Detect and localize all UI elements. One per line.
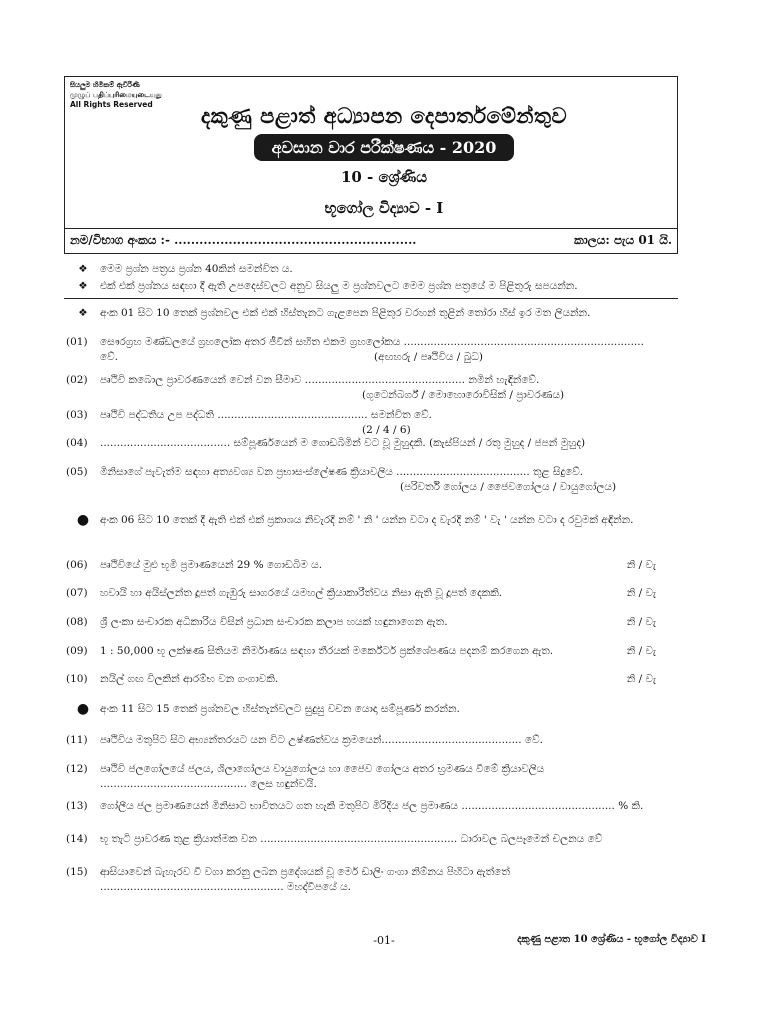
diamond-bullet-icon: ❖ bbox=[78, 280, 88, 292]
question-text: ....................................... සම්පූර්ණයෙන් ම ගොඩබිමින් වට වූ මුහුදකි. (කැස්පියන් / රතු මුහුද / ජපන් මුහුද) bbox=[100, 437, 586, 449]
question-number: (06) bbox=[66, 559, 88, 571]
rights-english: All Rights Reserved bbox=[70, 100, 153, 109]
header-divider-bottom bbox=[64, 253, 678, 254]
time-label: කාලය: පැය 01 යි. bbox=[573, 233, 672, 247]
section-2-instruction-text: අංක 06 සිට 10 තෙක් දී ඇති එක් එක් ප්‍රකාශය නිවැරදි නම් ' නි ' යන්න වටා ද වැරදි නම් ' වැ ' යන්න වටා ද රවුමක් අඳින්න. bbox=[100, 514, 634, 526]
page-number: -01- bbox=[373, 934, 395, 947]
question-number: (05) bbox=[66, 466, 88, 478]
question-text: නයිල් ගඟ විලකින් ආරම්භ වන ගංගාවකි. bbox=[100, 673, 279, 685]
question-text: ගෝලීය ජල ප්‍රමාණයෙන් මිනිසාට භාවිතයට ගත හැකි මතුපිට මිරිදිය ජල ප්‍රමාණය .............................................. % කි. bbox=[100, 800, 644, 812]
question-number: (10) bbox=[66, 673, 88, 685]
rights-sinhala: සියලුම හිමිකම් ඇවිරිණි bbox=[70, 81, 140, 89]
question-text: පෘථිවි කබොල ප්‍රාවරණයෙන් වෙන් වන සීමාව ................................................ නමින් හැඳින්වේ. bbox=[100, 374, 540, 386]
grade-title: 10 - ශ්‍රේණිය bbox=[340, 168, 428, 186]
rights-tamil: முழுப் பதிப்புரிமையுடையது bbox=[70, 91, 162, 99]
department-title: දකුණු පළාත් අධ්‍යාපන දෙපාර්තමේන්තුව bbox=[200, 103, 568, 128]
true-false-choice[interactable]: නි / වැ bbox=[626, 673, 656, 685]
question-options: (අඟහරු / පෘථිවිය / බුධ) bbox=[374, 351, 484, 363]
footer-subject: දකුණු පළාත 10 ශ්‍රේණිය - භූගෝල විද්‍යාව I bbox=[517, 934, 706, 945]
question-text: භූ තැටි ප්‍රාවරණ තුළ ක්‍රියාත්මක වන ........................................................... ධාරාවල බලපෑමෙන් චලනය වේ bbox=[100, 833, 603, 845]
question-options: (පරිවර්ති ගෝලය / ජෛවගෝලය / වායුගෝලය) bbox=[400, 481, 617, 493]
true-false-choice[interactable]: නි / වැ bbox=[626, 559, 656, 571]
instruction-1 bbox=[66, 262, 293, 276]
round-bullet-icon: ● bbox=[76, 512, 90, 528]
question-number: (07) bbox=[66, 587, 88, 599]
question-text: සෞරග්‍රහ මණ්ඩලයේ ග්‍රහලෝක අතර ජීවීන් සහිත එකම ග්‍රහලෝකය ........................................................................ වේ. bbox=[100, 336, 644, 363]
question-number: (13) bbox=[66, 800, 88, 812]
question-text: 1 : 50,000 භූ ලක්ෂණ සිතියම නිර්මාණය සඳහා තීරයක් මර්කේටර් ප්‍රක්ශේපණය පදනම් කරගෙන ඇත. bbox=[100, 645, 554, 657]
question-number: (04) bbox=[66, 437, 88, 449]
header-divider-top bbox=[64, 228, 678, 229]
instruction-3 bbox=[66, 306, 590, 320]
section-3-instruction-text: අංක 11 සිට 15 තෙක් ප්‍රශ්නවල හිස්තැන්වලට සුදුසු වචන යොදා සම්පූර්ණ කරන්න. bbox=[100, 703, 460, 715]
question-text: ශ්‍රී ලංකා සංචාරක අධිකාරිය විසින් ප්‍රධාන සංචාරක කලාප හයක් හඳුනාගෙන ඇත. bbox=[100, 616, 448, 628]
question-text: පෘථිවි පද්ධතිය උප පද්ධති ............................................. සමන්විත වේ. bbox=[100, 409, 433, 421]
question-text: ආසියාවෙන් බැහැරව වී වගා කරනු ලබන ප්‍රදේශයක් වූ මෙර් ඩාලිං ගංගා නිම්නය පිහිටා ඇත්තේ bbox=[100, 866, 510, 878]
instruction-2 bbox=[66, 279, 578, 293]
true-false-choice[interactable]: නි / වැ bbox=[626, 645, 656, 657]
question-number: (14) bbox=[66, 833, 88, 845]
subject-title: භූගෝල විද්‍යාව - I bbox=[324, 199, 444, 217]
question-text: පෘථිවි ජලගෝලයේ ජලය, ශිලාගෝලය වායුගෝලය හා ජෛව ගෝලය අතර භ්‍රමණය වීමේ ක්‍රියාවලිය bbox=[100, 763, 545, 775]
question-number: (02) bbox=[66, 374, 88, 386]
instruction-text: මෙම ප්‍රශ්න පත්‍රය ප්‍රශ්න 40කින් සමන්විත ය. bbox=[100, 263, 293, 275]
question-text: හවායි හා අයිස්ලන්ත දූපත් ගැඹුරු සාගරයේ යමහල් ක්‍රියාකාරීත්වය නිසා ඇති වූ දූපත් දෙකකි. bbox=[100, 587, 503, 599]
question-text-continued: ....................................................... මහද්වීපයේ ය. bbox=[100, 881, 351, 893]
name-index-label: නම/විභාග අංකය :- .......................................................... bbox=[70, 233, 417, 247]
question-number: (12) bbox=[66, 763, 88, 775]
question-text-continued: ............................................ ලෙස හඳුන්වයි. bbox=[100, 778, 317, 790]
question-number: (08) bbox=[66, 616, 88, 628]
true-false-choice[interactable]: නි / වැ bbox=[626, 587, 656, 599]
exam-title-badge: අවසාන වාර පරීක්ෂණය - 2020 bbox=[254, 134, 514, 161]
question-number: (03) bbox=[66, 409, 88, 421]
question-number: (09) bbox=[66, 645, 88, 657]
question-text: පෘථිවියේ මුළු භූමි ප්‍රමාණයෙන් 29 % ගොඩබිම ය. bbox=[100, 559, 323, 571]
question-number: (15) bbox=[66, 866, 88, 878]
instruction-text: අංක 01 සිට 10 තෙක් ප්‍රශ්නවල එක් එක් හිස්තැනට ගැළපෙන පිළිතුර වරහන් තුළින් තෝරා හිස් ඉර මත ලියන්න. bbox=[100, 307, 591, 319]
instruction-text: එක් එක් ප්‍රශ්නය සඳහා දී ඇති උපදෙස්වලට අනුව සියලු ම ප්‍රශ්නවලට මෙම ප්‍රශ්න පත්‍රයේ ම පිළිතුරු සපයන්න. bbox=[100, 280, 578, 292]
name-index-row bbox=[66, 230, 676, 252]
question-number: (11) bbox=[66, 734, 88, 746]
true-false-choice[interactable]: නි / වැ bbox=[626, 616, 656, 628]
question-text: පෘථිවිය මතුපිට සිට අභ්‍යන්තරයට යන විට උෂ්ණත්වය ක්‍රමයෙන්.......................................... වේ. bbox=[100, 734, 543, 746]
question-text: මිනිසාගේ පැවැත්ම සඳහා අත්‍යවශ්‍ය වන ප්‍රභාසංස්ලේෂණ ක්‍රියාවලිය ........................................ තුළ සිදුවේ. bbox=[100, 466, 584, 478]
diamond-bullet-icon: ❖ bbox=[78, 307, 88, 319]
question-options: (ගුටෙන්බර්ග් / මොහොරොවිසික් / ප්‍රාවරණය) bbox=[362, 389, 565, 401]
round-bullet-icon: ● bbox=[76, 701, 90, 717]
diamond-bullet-icon: ❖ bbox=[78, 263, 88, 275]
instruction-divider bbox=[64, 298, 678, 299]
question-number: (01) bbox=[66, 336, 88, 348]
question-options: (2 / 4 / 6) bbox=[362, 424, 411, 436]
